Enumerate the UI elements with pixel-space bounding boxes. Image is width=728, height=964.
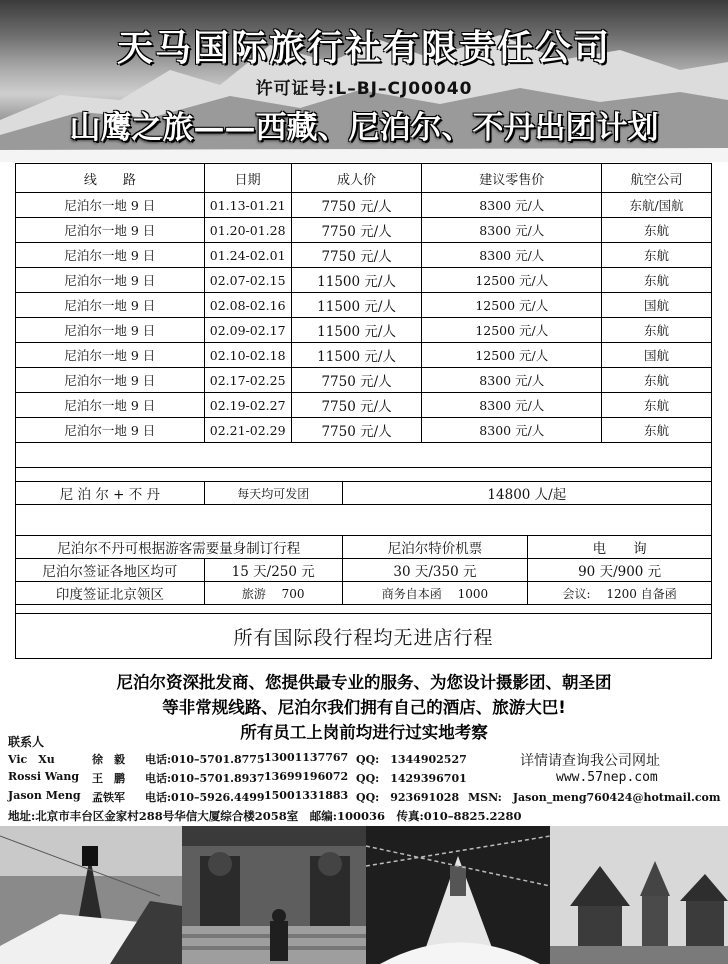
table-row xyxy=(16,393,712,418)
route-cell: 尼泊尔一地 9 日 xyxy=(16,368,205,393)
adult-price-cell: 7750 元/人 xyxy=(291,193,422,218)
boudhanath-stupa-photo xyxy=(366,826,550,964)
contact-mobile: 15001331883 xyxy=(264,789,349,802)
table-row xyxy=(16,193,712,218)
column-header: 成人价 xyxy=(291,164,422,193)
adult-price-cell: 11500 元/人 xyxy=(291,268,422,293)
route-cell: 尼泊尔一地 9 日 xyxy=(16,218,205,243)
promo-line: 等非常规线路、尼泊尔我们拥有自己的酒店、旅游大巴! xyxy=(162,698,566,717)
stupa-photo xyxy=(0,826,182,964)
nepal-visa-label: 尼泊尔签证各地区均可 xyxy=(16,559,205,582)
adult-price-cell: 11500 元/人 xyxy=(291,293,422,318)
india-visa-conference: 会议: 1200 自备函 xyxy=(528,582,712,605)
contact-mobile: 13001137767 xyxy=(264,751,349,764)
table-row xyxy=(16,243,712,268)
route-cell: 尼泊尔一地 9 日 xyxy=(16,418,205,443)
date-cell: 02.09-02.17 xyxy=(204,318,291,343)
contact-phone: 电话:010–5926.4499 xyxy=(145,791,265,804)
column-header: 线 路 xyxy=(16,164,205,193)
blank-row xyxy=(16,443,712,468)
promo-line: 所有员工上岗前均进行过实地考察 xyxy=(240,723,488,742)
india-visa-business: 商务自本函 1000 xyxy=(342,582,528,605)
adult-price-cell: 7750 元/人 xyxy=(291,368,422,393)
contact-qq: QQ: 923691028 xyxy=(356,791,460,804)
contact-qq: QQ: 1344902527 xyxy=(356,753,467,766)
airline-cell: 国航 xyxy=(602,343,712,368)
company-address: 地址:北京市丰台区金家村288号华信大厦综合楼2058室 邮编:100036 传真:010–8825.2280 xyxy=(8,809,522,823)
promo-line: 尼泊尔资深批发商、您提供最专业的服务、为您设计摄影团、朝圣团 xyxy=(116,673,612,692)
india-visa-label: 印度签证北京领区 xyxy=(16,582,205,605)
table-row xyxy=(16,418,712,443)
date-cell: 01.13-01.21 xyxy=(204,193,291,218)
custom-itinerary: 尼泊尔不丹可根据游客需要量身制订行程 xyxy=(16,536,343,559)
table-row xyxy=(16,218,712,243)
date-cell: 02.10-02.18 xyxy=(204,343,291,368)
durbar-square-photo xyxy=(550,826,728,964)
adult-price-cell: 11500 元/人 xyxy=(291,318,422,343)
contact-phone: 电话:010–5701.8937 xyxy=(145,772,265,785)
combo-route: 尼 泊 尔 + 不 丹 xyxy=(16,482,205,505)
retail-price-cell: 12500 元/人 xyxy=(422,343,602,368)
airline-cell: 东航 xyxy=(602,268,712,293)
contact-en-name: Rossi Wang xyxy=(8,770,80,783)
website-url[interactable]: www.57nep.com xyxy=(556,770,658,785)
website-label: 详情请查询我公司网址 xyxy=(520,753,660,769)
airline-cell: 东航 xyxy=(602,418,712,443)
date-cell: 01.24-02.01 xyxy=(204,243,291,268)
contact-en-name: Vic Xu xyxy=(8,753,55,766)
nepal-photo-strip xyxy=(0,826,728,964)
visa-30-days: 30 天/350 元 xyxy=(342,559,528,582)
retail-price-cell: 8300 元/人 xyxy=(422,243,602,268)
date-cell: 02.07-02.15 xyxy=(204,268,291,293)
tour-title: 山鹰之旅——西藏、尼泊尔、不丹出团计划 xyxy=(69,110,659,146)
contact-cn-name: 徐 毅 xyxy=(92,753,125,766)
table-row xyxy=(16,368,712,393)
table-row xyxy=(16,343,712,368)
contact-en-name: Jason Meng xyxy=(8,789,81,802)
retail-price-cell: 12500 元/人 xyxy=(422,268,602,293)
airline-cell: 东航/国航 xyxy=(602,193,712,218)
route-cell: 尼泊尔一地 9 日 xyxy=(16,393,205,418)
route-cell: 尼泊尔一地 9 日 xyxy=(16,268,205,293)
license-number: 许可证号:L–BJ–CJ00040 xyxy=(255,79,473,99)
combo-table xyxy=(15,481,712,505)
notice-banner: 所有国际段行程均无进店行程 xyxy=(15,613,712,659)
date-cell: 02.19-02.27 xyxy=(204,393,291,418)
column-header: 航空公司 xyxy=(602,164,712,193)
airline-cell: 东航 xyxy=(602,243,712,268)
services-table xyxy=(15,535,712,605)
adult-price-cell: 7750 元/人 xyxy=(291,243,422,268)
schedule-table xyxy=(15,163,712,468)
date-cell: 02.08-02.16 xyxy=(204,293,291,318)
route-cell: 尼泊尔一地 9 日 xyxy=(16,293,205,318)
services-row xyxy=(16,536,712,559)
airline-cell: 东航 xyxy=(602,368,712,393)
services-row xyxy=(16,582,712,605)
route-cell: 尼泊尔一地 9 日 xyxy=(16,193,205,218)
phone-inquiry: 电 询 xyxy=(528,536,712,559)
contact-msn: MSN: Jason_meng760424@hotmail.com xyxy=(468,791,721,804)
adult-price-cell: 7750 元/人 xyxy=(291,218,422,243)
combo-price: 14800 人/起 xyxy=(342,482,711,505)
services-row xyxy=(16,559,712,582)
retail-price-cell: 8300 元/人 xyxy=(422,418,602,443)
column-header: 日期 xyxy=(204,164,291,193)
company-name: 天马国际旅行社有限责任公司 xyxy=(116,28,611,69)
header-banner xyxy=(0,0,728,162)
adult-price-cell: 7750 元/人 xyxy=(291,393,422,418)
blank-cell xyxy=(16,443,712,468)
combo-row xyxy=(16,482,712,505)
column-header: 建议零售价 xyxy=(422,164,602,193)
india-visa-tourism: 旅游 700 xyxy=(204,582,342,605)
temple-guardians-photo xyxy=(182,826,366,964)
visa-90-days: 90 天/900 元 xyxy=(528,559,712,582)
airline-cell: 东航 xyxy=(602,218,712,243)
contact-cn-name: 孟铁军 xyxy=(92,791,125,804)
contact-phone: 电话:010–5701.8775 xyxy=(145,753,265,766)
air-ticket: 尼泊尔特价机票 xyxy=(342,536,528,559)
retail-price-cell: 8300 元/人 xyxy=(422,193,602,218)
table-header-row xyxy=(16,164,712,193)
contact-qq: QQ: 1429396701 xyxy=(356,772,467,785)
airline-cell: 东航 xyxy=(602,318,712,343)
retail-price-cell: 12500 元/人 xyxy=(422,318,602,343)
contact-cn-name: 王 鹏 xyxy=(92,772,125,785)
date-cell: 02.21-02.29 xyxy=(204,418,291,443)
airline-cell: 国航 xyxy=(602,293,712,318)
table-row xyxy=(16,293,712,318)
route-cell: 尼泊尔一地 9 日 xyxy=(16,243,205,268)
retail-price-cell: 8300 元/人 xyxy=(422,393,602,418)
date-cell: 01.20-01.28 xyxy=(204,218,291,243)
visa-15-days: 15 天/250 元 xyxy=(204,559,342,582)
table-row xyxy=(16,268,712,293)
contact-mobile: 13699196072 xyxy=(264,770,349,783)
retail-price-cell: 12500 元/人 xyxy=(422,293,602,318)
adult-price-cell: 7750 元/人 xyxy=(291,418,422,443)
route-cell: 尼泊尔一地 9 日 xyxy=(16,318,205,343)
retail-price-cell: 8300 元/人 xyxy=(422,218,602,243)
route-cell: 尼泊尔一地 9 日 xyxy=(16,343,205,368)
table-row xyxy=(16,318,712,343)
adult-price-cell: 11500 元/人 xyxy=(291,343,422,368)
date-cell: 02.17-02.25 xyxy=(204,368,291,393)
retail-price-cell: 8300 元/人 xyxy=(422,368,602,393)
combo-frequency: 每天均可发团 xyxy=(204,482,342,505)
contacts-label: 联系人 xyxy=(8,735,45,749)
airline-cell: 东航 xyxy=(602,393,712,418)
